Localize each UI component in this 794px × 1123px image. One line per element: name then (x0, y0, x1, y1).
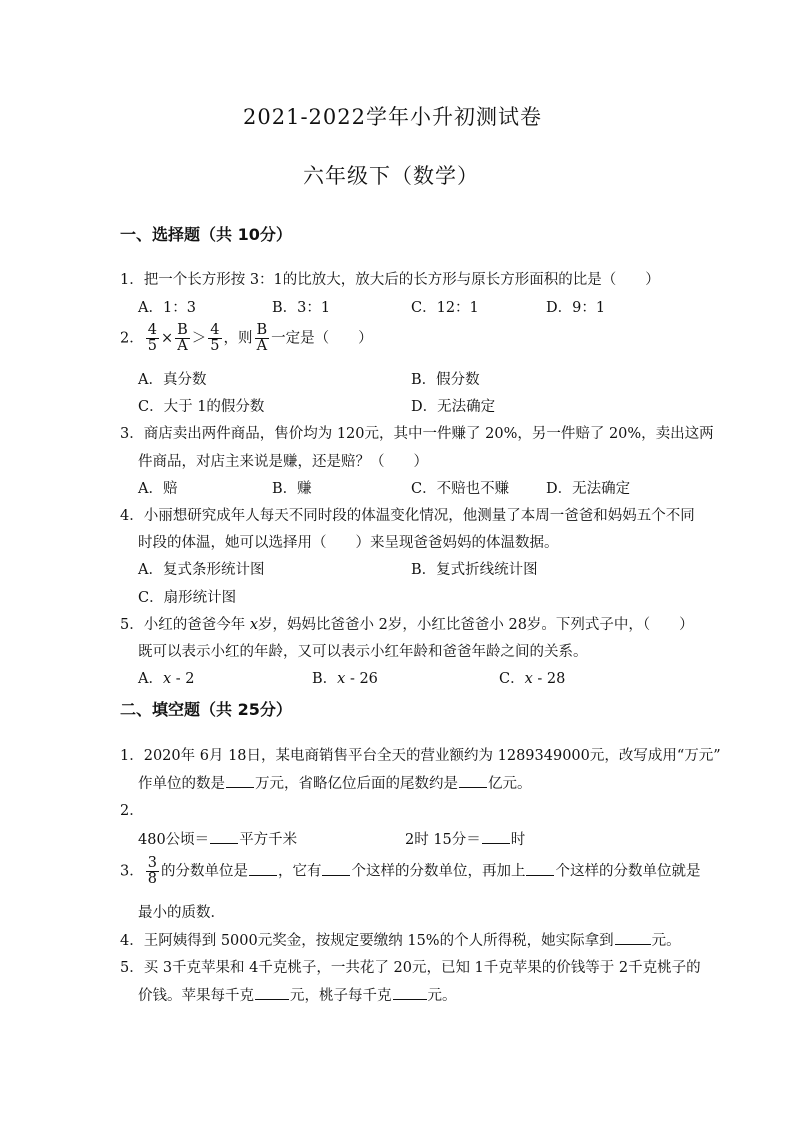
q1-option-c: C．12：1 (411, 300, 479, 316)
q4-option-b: B．复式折线统计图 (411, 562, 538, 578)
fill-2-number: 2． (120, 803, 144, 819)
answer-blank[interactable] (482, 829, 510, 844)
q1-option-b: B．3：1 (272, 300, 331, 316)
answer-blank[interactable] (393, 985, 427, 1000)
fill-1-line-2: 作单位的数是 万元，省略亿位后面的尾数约是 亿元。 (138, 772, 532, 793)
q3-option-d: D．无法确定 (546, 481, 631, 497)
question-3-line-2: 件商品，对店主来说是赚，还是赔？（ ） (138, 454, 428, 470)
fill-1-line-1: 1．2020年 6月 18日，某电商销售平台全天的营业额约为 1289349000元，改写成用“万元” (120, 748, 721, 764)
q2-option-b: B．假分数 (411, 372, 480, 388)
section-heading-fill: 二、填空题（共 25分） (120, 700, 292, 719)
question-2-stem: 2． $\frac{4}{5}$ × $\frac{B}{A}$ ＞ $\frac{4}{5}$ ，则 $\frac{B}{A}$ 一定是（ ） (120, 322, 373, 354)
answer-blank[interactable] (322, 861, 350, 876)
answer-blank[interactable] (459, 773, 487, 788)
q1-option-a: A．1：3 (138, 300, 196, 316)
q2-option-d: D．无法确定 (411, 399, 496, 415)
f3-fraction: $\frac{3}{8}$ (147, 855, 157, 887)
q3-option-b: B．赚 (272, 481, 312, 497)
q1-option-d: D．9：1 (546, 300, 606, 316)
q3-option-c: C．不赔也不赚 (411, 481, 510, 497)
q5-option-a: A．x - 2 (138, 671, 195, 687)
answer-blank[interactable] (255, 985, 289, 1000)
answer-blank[interactable] (210, 829, 238, 844)
fill-3-line-1: 3． $\frac{3}{8}$ 的分数单位是 ，它有 个这样的分数单位，再加上 个这样的分数单位就是 (120, 855, 701, 887)
q2-fraction-1: $\frac{4}{5}$ (147, 322, 157, 354)
answer-blank[interactable] (615, 930, 651, 945)
q2-number: 2． (120, 330, 144, 347)
q2-fraction-2: $\frac{B}{A}$ (177, 322, 188, 354)
fill-5-line-1: 5．买 3千克苹果和 4千克桃子，一共花了 20元，已知 1千克苹果的价钱等于 2千克桃子的 (120, 960, 701, 976)
fill-4: 4．王阿姨得到 5000元奖金，按规定要缴纳 15%的个人所得税，她实际拿到 元。 (120, 929, 681, 950)
fill-3-line-2: 最小的质数． (138, 905, 225, 921)
q4-option-c: C．扇形统计图 (138, 590, 237, 606)
question-5-line-2: 既可以表示小红的年龄，又可以表示小红年龄和爸爸年龄之间的关系。 (138, 644, 588, 660)
question-4-line-2: 时段的体温，她可以选择用（ ）来呈现爸爸妈妈的体温数据。 (138, 535, 559, 551)
q5-option-b: B．x - 26 (312, 671, 378, 687)
page-subtitle: 六年级下（数学） (303, 164, 479, 188)
fill-2-left: 480公顷＝ 平方千米 (138, 828, 297, 849)
section-heading-choice: 一、选择题（共 10分） (120, 225, 292, 244)
answer-blank[interactable] (526, 861, 554, 876)
answer-blank[interactable] (249, 861, 277, 876)
question-1-stem: 1．把一个长方形按 3：1的比放大，放大后的长方形与原长方形面积的比是（ ） (120, 272, 660, 288)
q2-option-c: C．大于 1的假分数 (138, 399, 265, 415)
q4-option-a: A．复式条形统计图 (138, 562, 265, 578)
question-5-line-1: 5．小红的爸爸今年 x岁，妈妈比爸爸小 2岁，小红比爸爸小 28岁。下列式子中，（ ） (120, 617, 694, 633)
q2-option-a: A．真分数 (138, 372, 207, 388)
page-title: 2021-2022学年小升初测试卷 (243, 105, 542, 129)
question-3-line-1: 3．商店卖出两件商品，售价均为 120元，其中一件赚了 20%，另一件赔了 20%，卖出这两 (120, 426, 714, 442)
q2-fraction-3: $\frac{4}{5}$ (210, 322, 220, 354)
answer-blank[interactable] (226, 773, 254, 788)
q3-option-a: A．赔 (138, 481, 178, 497)
question-4-line-1: 4．小丽想研究成年人每天不同时段的体温变化情况，他测量了本周一爸爸和妈妈五个不同 (120, 508, 695, 524)
q5-option-c: C．x - 28 (499, 671, 566, 687)
fill-5-line-2: 价钱。苹果每千克 元，桃子每千克 元。 (138, 984, 457, 1005)
fill-2-right: 2时 15分＝ 时 (405, 828, 525, 849)
q2-fraction-4: $\frac{B}{A}$ (256, 322, 268, 354)
